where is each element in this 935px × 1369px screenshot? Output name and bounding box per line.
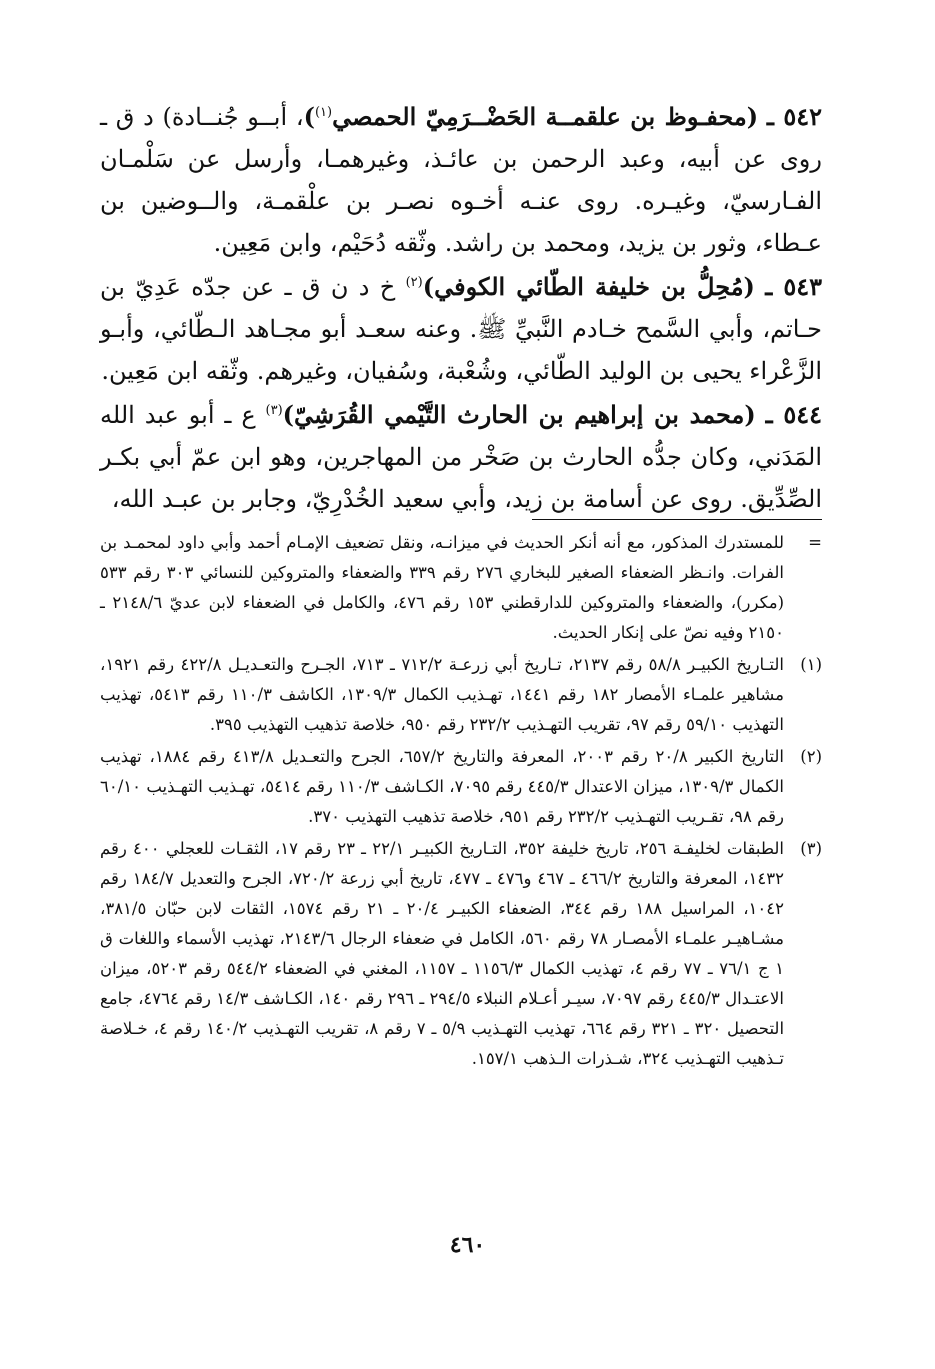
biography-entry-544 xyxy=(100,394,822,520)
entry-text: ، أبــو جُنــادة) د ق ـ روى عن أبيه، وعبد الرحمن بن عائـذ، وغيرهمـا، وأرسل عن سَلْمـان الفـارسيّ، وغيـره. روى عنـه أخـوه نصـر بن علْقمـة، والــوضين بن عـطاء، وثور بن يزيد، ومحمد بن راشد. وثّقه دُحَيْم، وابن مَعِين. xyxy=(100,103,822,257)
main-text xyxy=(100,96,822,522)
page-number: ٤٦٠ xyxy=(449,1232,486,1258)
biography-entry-542 xyxy=(100,96,822,264)
divider-line xyxy=(532,519,822,520)
entry-number: ٥٤٤ ـ xyxy=(765,400,822,429)
entry-text: خ د ن ق ـ عن جدّه عَدِيّ بن حـاتم، وأبي السَّمح خـادم النَّبيِّ ﷺ. وعنه سعـد أبو مجـاهد الـطّائي، وأبـو الزَّعْراء يحيى بن الوليد الطّائي، وشُعْبة، وسُفيان، وغيرهم. وثّقه ابن مَعِين. xyxy=(100,273,822,385)
entry-name: (مُحِلُّ بن خليفة الطّائي الكوفي) xyxy=(422,272,755,301)
footnote-2 xyxy=(100,742,822,832)
biography-entry-543 xyxy=(100,266,822,392)
footnote-ref: (٣) xyxy=(265,403,283,418)
entry-name-close: ) xyxy=(303,102,315,131)
entry-name: (محفـوظ بن علقمــة الحَضْــرَمِيّ الحمصي xyxy=(332,102,759,131)
entry-name: (محمد بن إبراهيم بن الحارث التَّيْمي القُرَشِيّ) xyxy=(282,400,756,429)
footnote-text: للمستدرك المذكور، مع أنه أنكر الحديث في ميزانـه، ونقل تضعيف الإمـام أحمد وأبي داود لمحمـد بن الفرات. وانـظر الضعفاء الصغير للبخاري ٢٧٦ رقم ٣٣٩ والضعفاء والمتروكين للنسائي ٣٠٣ رقم ٥٣٣ (مكرر)، والضعفاء والمتروكين للدارقطني ١٥٣ رقم ٤٧٦، والكامل في الضعفاء لابن عديّ ٢١٤٨/٦ ـ ٢١٥٠ وفيه نصّ على إنكار الحديث. xyxy=(100,533,785,642)
footnote-text: الطبقات لخليفـة ٢٥٦، تاريخ خليفة ٣٥٢، التـاريخ الكبيـر ٢٢/١ ـ ٢٣ رقم ١٧، الثقـات للعجلي ٤٠٠ رقم ١٤٣٢، المعرفة والتاريخ ٤٦٦/٢ ـ ٤٦٧ و٤٧٦ ـ ٤٧٧، تاريخ أبي زرعة ٧٢٠/٢، الجرح والتعديل ١٨٤/٧ رقم ١٠٤٢، المراسيل ١٨٨ رقم ٣٤٤، الضعفاء الكبيـر ٢٠/٤ ـ ٢١ رقم ١٥٧٤، الثقات لابن حبّان ٣٨١/٥، مشـاهيـر علمـاء الأمصـار ٧٨ رقم ٥٦٠، الكامل في ضعفاء الرجال ٢١٤٣/٦، تهذيب الأسماء واللغات ق ١ ج ٧٦/١ ـ ٧٧ رقم ٤، تهذيب الكمال ١١٥٦/٣ ـ ١١٥٧، المغني في الضعفاء ٥٤٤/٢ رقم ٥٢٠٣، ميزان الاعتـدال ٤٤٥/٣ رقم ٧٠٩٧، سيـر أعـلام النبلاء ٢٩٤/٥ ـ ٢٩٦ رقم ١٤٠، الكـاشف ١٤/٣ رقم ٤٧٦٤، جامع التحصيل ٣٢٠ ـ ٣٢١ رقم ٦٦٤، تهذيب التهـذيب ٥/٩ ـ ٧ رقم ٨، تقريب التهـذيب ١٤٠/٢ رقم ٤، خـلاصة تـذهيب التهـذيب ٣٢٤، شـذرات الـذهب ١٥٧/١. xyxy=(99,839,785,1068)
footnotes xyxy=(100,528,822,1076)
footnote-mark: (٢) xyxy=(800,747,822,766)
footnote-ref: (٢) xyxy=(405,275,423,290)
footnote-mark: = xyxy=(808,533,822,552)
entry-number: ٥٤٣ ـ xyxy=(765,272,822,301)
entry-text: ع ـ أبو عبد الله المَدَني، وكان جدُّه الحارث بن صَخْر من المهاجرين، وهو ابن عمّ أبي بكـر الصِّدِّيق. روى عن أسامة بن زيد، وأبي سعيد الخُدْرِيّ، وجابر بن عبـد الله، xyxy=(100,401,822,513)
footnote-mark: (٣) xyxy=(800,839,822,858)
footnote-3 xyxy=(100,834,822,1074)
footnote-continued xyxy=(100,528,822,648)
footnote-text: التـاريخ الكبيـر ٥٨/٨ رقم ٢١٣٧، تـاريخ أبي زرعـة ٧١٢/٢ ـ ٧١٣، الجـرح والتعـديـل ٤٢٢/٨ رقم ١٩٢١، مشاهير علمـاء الأمصار ١٨٢ رقم ١٤٤١، تهـذيب الكمال ١٣٠٩/٣، الكاشف ١١٠/٣ رقم ٥٤١٣، تهذيب التهذيب ٥٩/١٠ رقم ٩٧، تقريب التهـذيب ٢٣٢/٢ رقم ٩٥٠، خلاصة تذهيب التهذيب ٣٩٥. xyxy=(100,655,784,734)
footnote-text: التاريخ الكبير ٢٠/٨ رقم ٢٠٠٣، المعرفة والتاريخ ٦٥٧/٢، الجرح والتعـديل ٤١٣/٨ رقم ١٨٨٤، تهذيب الكمال ١٣٠٩/٣، ميزان الاعتدال ٤٤٥/٣ رقم ٧٠٩٥، الكـاشف ١١٠/٣ رقم ٥٤١٤، تهـذيب التهـذيب ٦٠/١٠ رقم ٩٨، تقـريب التهـذيب ٢٣٢/٢ رقم ٩٥١، خلاصة تذهيب التهذيب ٣٧٠. xyxy=(100,747,785,826)
entry-number: ٥٤٢ ـ xyxy=(766,102,822,131)
footnote-1 xyxy=(100,650,822,740)
footnote-ref: (١) xyxy=(314,105,333,120)
footnote-mark: (١) xyxy=(800,655,822,674)
